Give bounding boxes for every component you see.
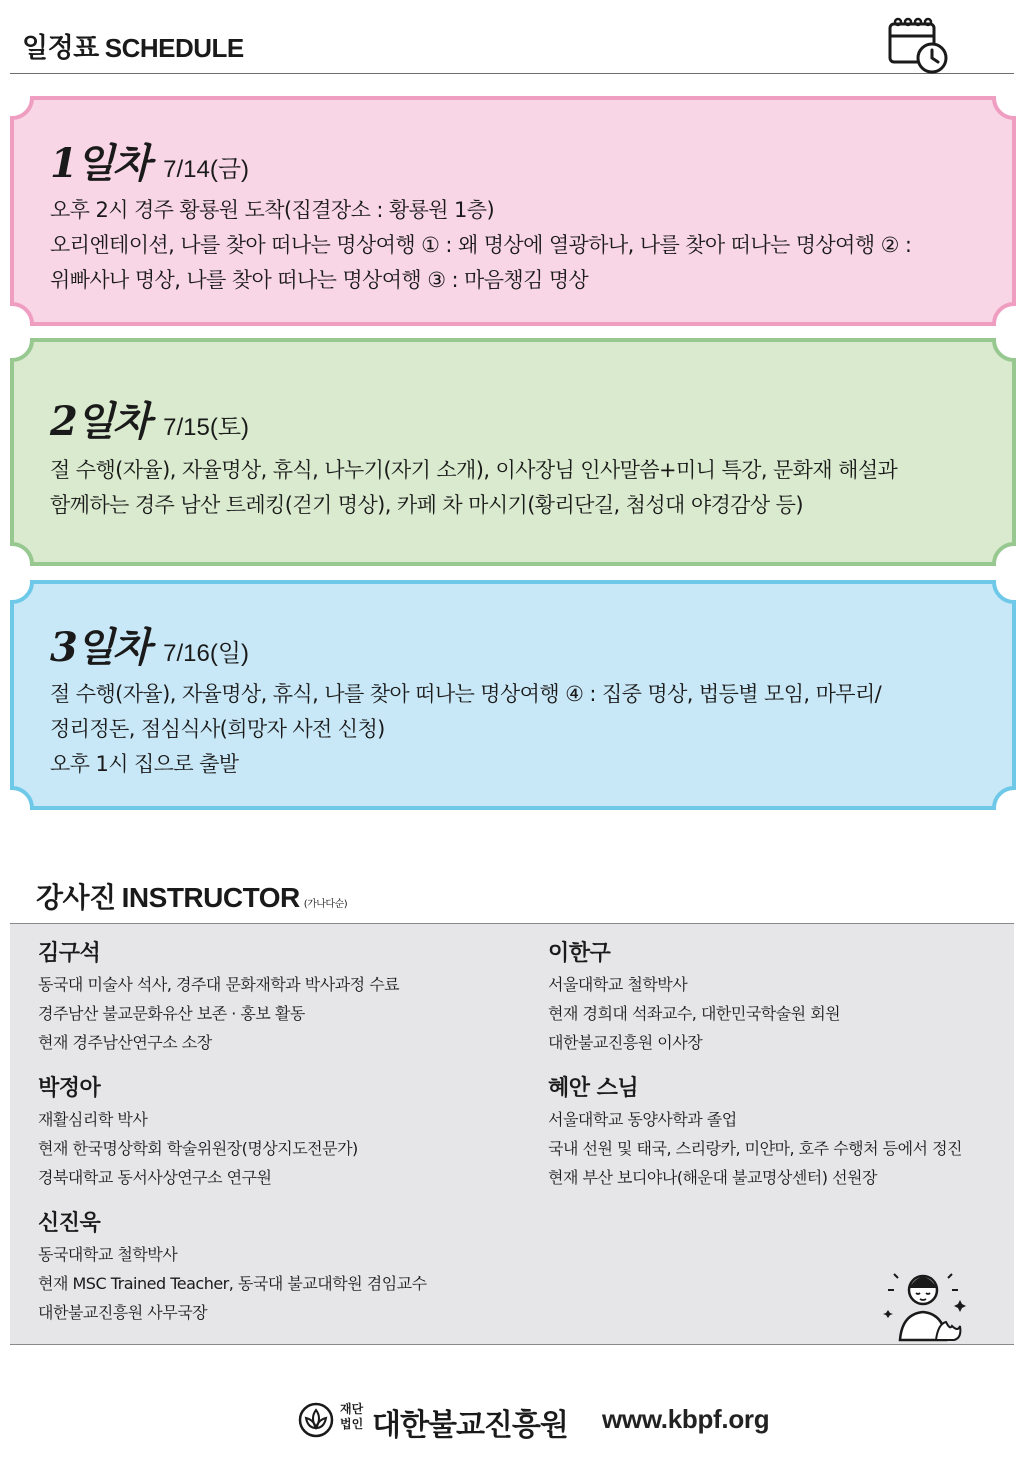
footer [0,1398,1025,1448]
schedule-title [22,26,244,65]
schedule-title-en: SCHEDULE [104,33,244,63]
day-label: 3일차 [50,624,150,671]
lotus-logo-icon [298,1402,334,1438]
instructor-detail: 현재 경희대 석좌교수, 대한민국학술원 회원 [548,1004,841,1023]
org-type-line: 법인 [340,1417,364,1431]
instructor-card [548,938,962,1057]
instructor-detail: 재활심리학 박사 [38,1110,148,1129]
schedule-title-ko: 일정표 [22,33,99,64]
instructor-card [38,1073,427,1192]
instructor-detail: 대한불교진흥원 사무국장 [38,1303,208,1322]
instructor-card [548,1073,962,1192]
instructor-detail: 현재 MSC Trained Teacher, 동국대 불교대학원 겸임교수 [38,1274,427,1293]
day-line: 함께하는 경주 남산 트레킹(걷기 명상), 카페 차 마시기(황리단길, 첨성대 야경감상 등) [50,493,803,517]
instructor-detail: 경북대학교 동서사상연구소 연구원 [38,1168,272,1187]
day-head [50,616,986,673]
day-head [50,132,986,189]
day-label: 1일차 [50,140,150,187]
instructor-area [10,924,1014,1345]
instructor-detail: 동국대 미술사 석사, 경주대 문화재학과 박사과정 수료 [38,975,400,994]
instructor-card [38,1208,427,1327]
day-lines [50,193,986,298]
org-type-label [340,1402,363,1432]
day-line: 절 수행(자율), 자율명상, 휴식, 나를 찾아 떠나는 명상여행 ④ : 집중 명상, 법등별 모임, 마무리/ [50,682,882,706]
day-line: 오후 1시 집으로 출발 [50,752,239,776]
day-line: 위빠사나 명상, 나를 찾아 떠나는 명상여행 ③ : 마음챙김 명상 [50,268,589,292]
schedule-header [10,14,1014,74]
instructor-name: 이한구 [548,941,611,966]
day-panel-2 [10,338,1016,566]
day-date: 7/16(일) [163,640,250,667]
org-type-line: 재단 [340,1402,364,1416]
instructor-name: 박정아 [38,1076,101,1101]
day-date: 7/15(토) [163,414,250,441]
meditating-person-icon [880,1262,966,1342]
calendar-clock-icon [886,14,950,74]
day-head [50,390,986,447]
instructor-name: 신진욱 [38,1211,101,1236]
instructor-name: 혜안 스님 [548,1076,639,1101]
instructor-detail: 서울대학교 철학박사 [548,975,688,994]
instructor-name: 김구석 [38,941,101,966]
instructor-detail: 경주남산 불교문화유산 보존 · 홍보 활동 [38,1004,305,1023]
day-line: 절 수행(자율), 자율명상, 휴식, 나누기(자기 소개), 이사장님 인사말씀+미니 특강, 문화재 해설과 [50,458,898,482]
instructor-title [36,876,347,916]
instructor-detail: 현재 부산 보디야나(해운대 불교명상센터) 선원장 [548,1168,877,1187]
instructor-detail: 대한불교진흥원 이사장 [548,1033,703,1052]
instructor-order-note: (가나다순) [303,899,348,910]
day-content [50,132,986,298]
day-panel-3 [10,580,1016,810]
instructor-header [10,860,1014,924]
instructor-column-right [548,938,962,1208]
day-label: 2일차 [50,398,150,445]
org-name: 대한불교진흥원 [372,1408,568,1443]
instructor-detail: 현재 경주남산연구소 소장 [38,1033,212,1052]
day-content [50,390,986,523]
instructor-detail: 국내 선원 및 태국, 스리랑카, 미얀마, 호주 수행처 등에서 정진 [548,1139,962,1158]
org-website-link[interactable]: www.kbpf.org [602,1404,770,1434]
instructor-detail: 서울대학교 동양사학과 졸업 [548,1110,737,1129]
instructor-title-en: INSTRUCTOR [121,882,300,913]
day-line: 정리정돈, 점심식사(희망자 사전 신청) [50,717,385,741]
day-lines [50,453,986,523]
instructor-detail: 현재 한국명상학회 학술위원장(명상지도전문가) [38,1139,358,1158]
day-line: 오리엔테이션, 나를 찾아 떠나는 명상여행 ① : 왜 명상에 열광하나, 나를 찾아 떠나는 명상여행 ② : [50,233,912,257]
instructor-detail: 동국대학교 철학박사 [38,1245,178,1264]
day-line: 오후 2시 경주 황룡원 도착(집결장소 : 황룡원 1층) [50,198,495,222]
instructor-card [38,938,427,1057]
day-content [50,616,986,782]
day-lines [50,677,986,782]
day-date: 7/14(금) [163,156,250,183]
instructor-column-left [38,938,427,1343]
day-panel-1 [10,96,1016,326]
instructor-title-ko: 강사진 [36,881,116,914]
